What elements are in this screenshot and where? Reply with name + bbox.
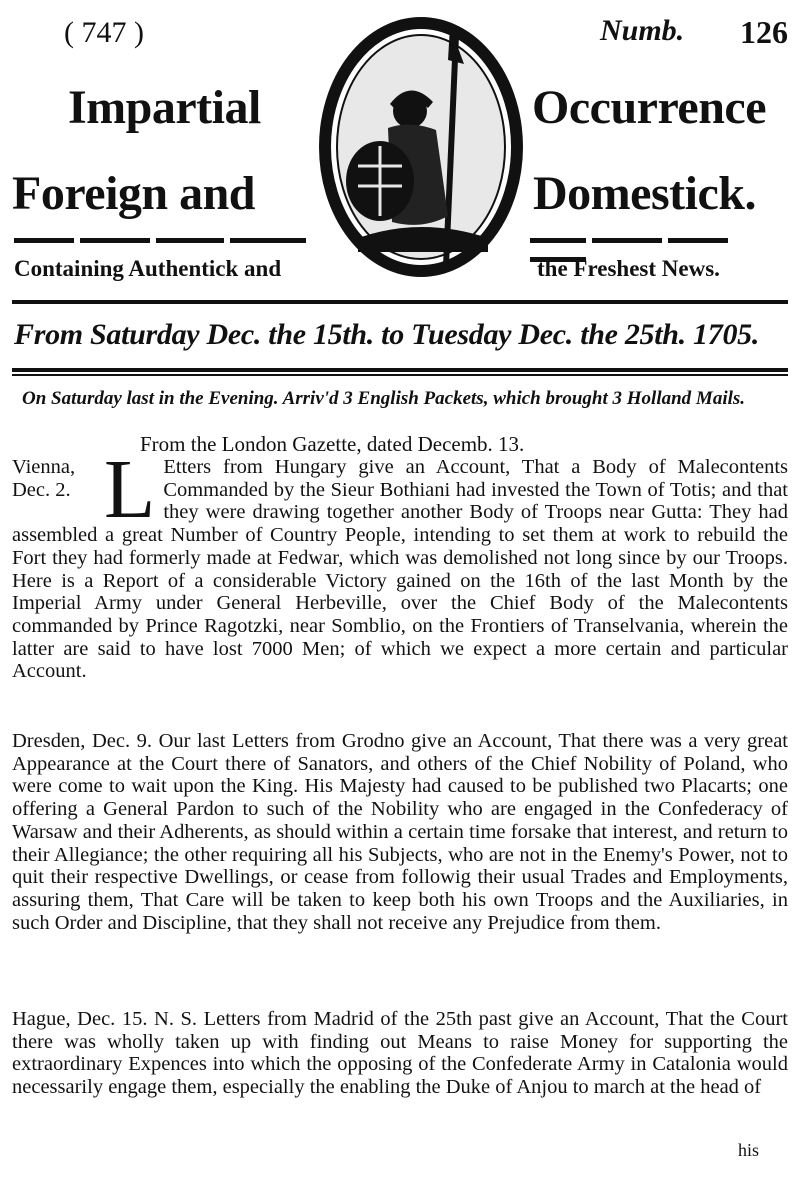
article-date: Dec. 2. xyxy=(12,478,71,501)
rule-bottom-thin xyxy=(12,374,788,376)
rule-bottom xyxy=(12,368,788,372)
article-text: Etters from Hungary give an Account, That a Body of Malecontents Commanded by the Sieur Bothiani had invested the Town of Totis; and that they were drawing together another Body of Troops near Gutta: They had assembled a great Number of Country People, intending to set them at work to rebuild the Fort they had formerly made at Fedwar, which was demolished not long since by our Troops. Here is a Report of a considerable Victory gained on the 16th of the last Month by the Imperial Army under General Herbeville, over the Chief Body of the Malecontents commanded by Prince Ragotzki, near Somblio, on the Frontiers of Transelvania, wherein the latter are said to have lost 7000 Men; of which we expect a more certain and particular Account. xyxy=(12,456,788,683)
britannia-emblem xyxy=(318,16,524,278)
dateline: From Saturday Dec. the 15th. to Tuesday Dec. the 25th. 1705. xyxy=(14,318,760,351)
title-impartial: Impartial xyxy=(68,81,261,134)
issue-number: 126 xyxy=(740,14,788,50)
catchword: his xyxy=(738,1140,760,1160)
intro-notice: On Saturday last in the Evening. Arriv'd 3 English Packets, which brought 3 Holland Mails. xyxy=(22,388,746,409)
drop-capital: L xyxy=(104,443,156,536)
title-occurrence: Occurrence xyxy=(532,81,766,134)
dashed-rule-right xyxy=(530,238,790,244)
article-hague xyxy=(12,1008,788,1099)
article-dresden xyxy=(12,730,788,934)
source-line: From the London Gazette, dated Decemb. 13. xyxy=(140,432,525,456)
article-text: Hague, Dec. 15. N. S. Letters from Madrid of the 25th past give an Account, That the Court there was wholly taken up with finding out Means to raise Money for supporting the extraordinary Expences into which the opposing of the Confederate Army in Catalonia would necessarily engage them, especially the enabling the Duke of Anjou to march at the head of xyxy=(12,1008,788,1099)
article-text: Dresden, Dec. 9. Our last Letters from Grodno give an Account, That there was a very great Appearance at the Court there of Sanators, and others of the Chief Nobility of Poland, who were come to wait upon the King. His Majesty had caused to be published two Placarts; one offering a General Pardon to such of the Nobility who are engaged in the Confederacy of Warsaw and their Adherents, as should within a certain time forsake that interest, and return to their Allegiance; the other requiring all his Subjects, who are not in the Enemy's Power, not to quit their respective Dwellings, or cease from followig their usual Trades and Employments, assuring them, That Care will be taken to keep both his own Troops and the Auxiliaries, in such Order and Discipline, that they shall not receive any Prejudice from them. xyxy=(12,730,788,934)
subtitle-left: Containing Authentick and xyxy=(14,256,282,281)
page-number: ( 747 ) xyxy=(64,16,144,49)
subtitle-right: the Freshest News. xyxy=(537,256,720,281)
title-foreign-and: Foreign and xyxy=(12,167,255,220)
number-label: Numb. xyxy=(600,14,685,47)
place-date xyxy=(12,456,94,501)
rule-top xyxy=(12,300,788,304)
title-domestick: Domestick. xyxy=(533,167,756,220)
article-place: Vienna, xyxy=(12,456,76,478)
dashed-rule-left xyxy=(14,238,314,244)
